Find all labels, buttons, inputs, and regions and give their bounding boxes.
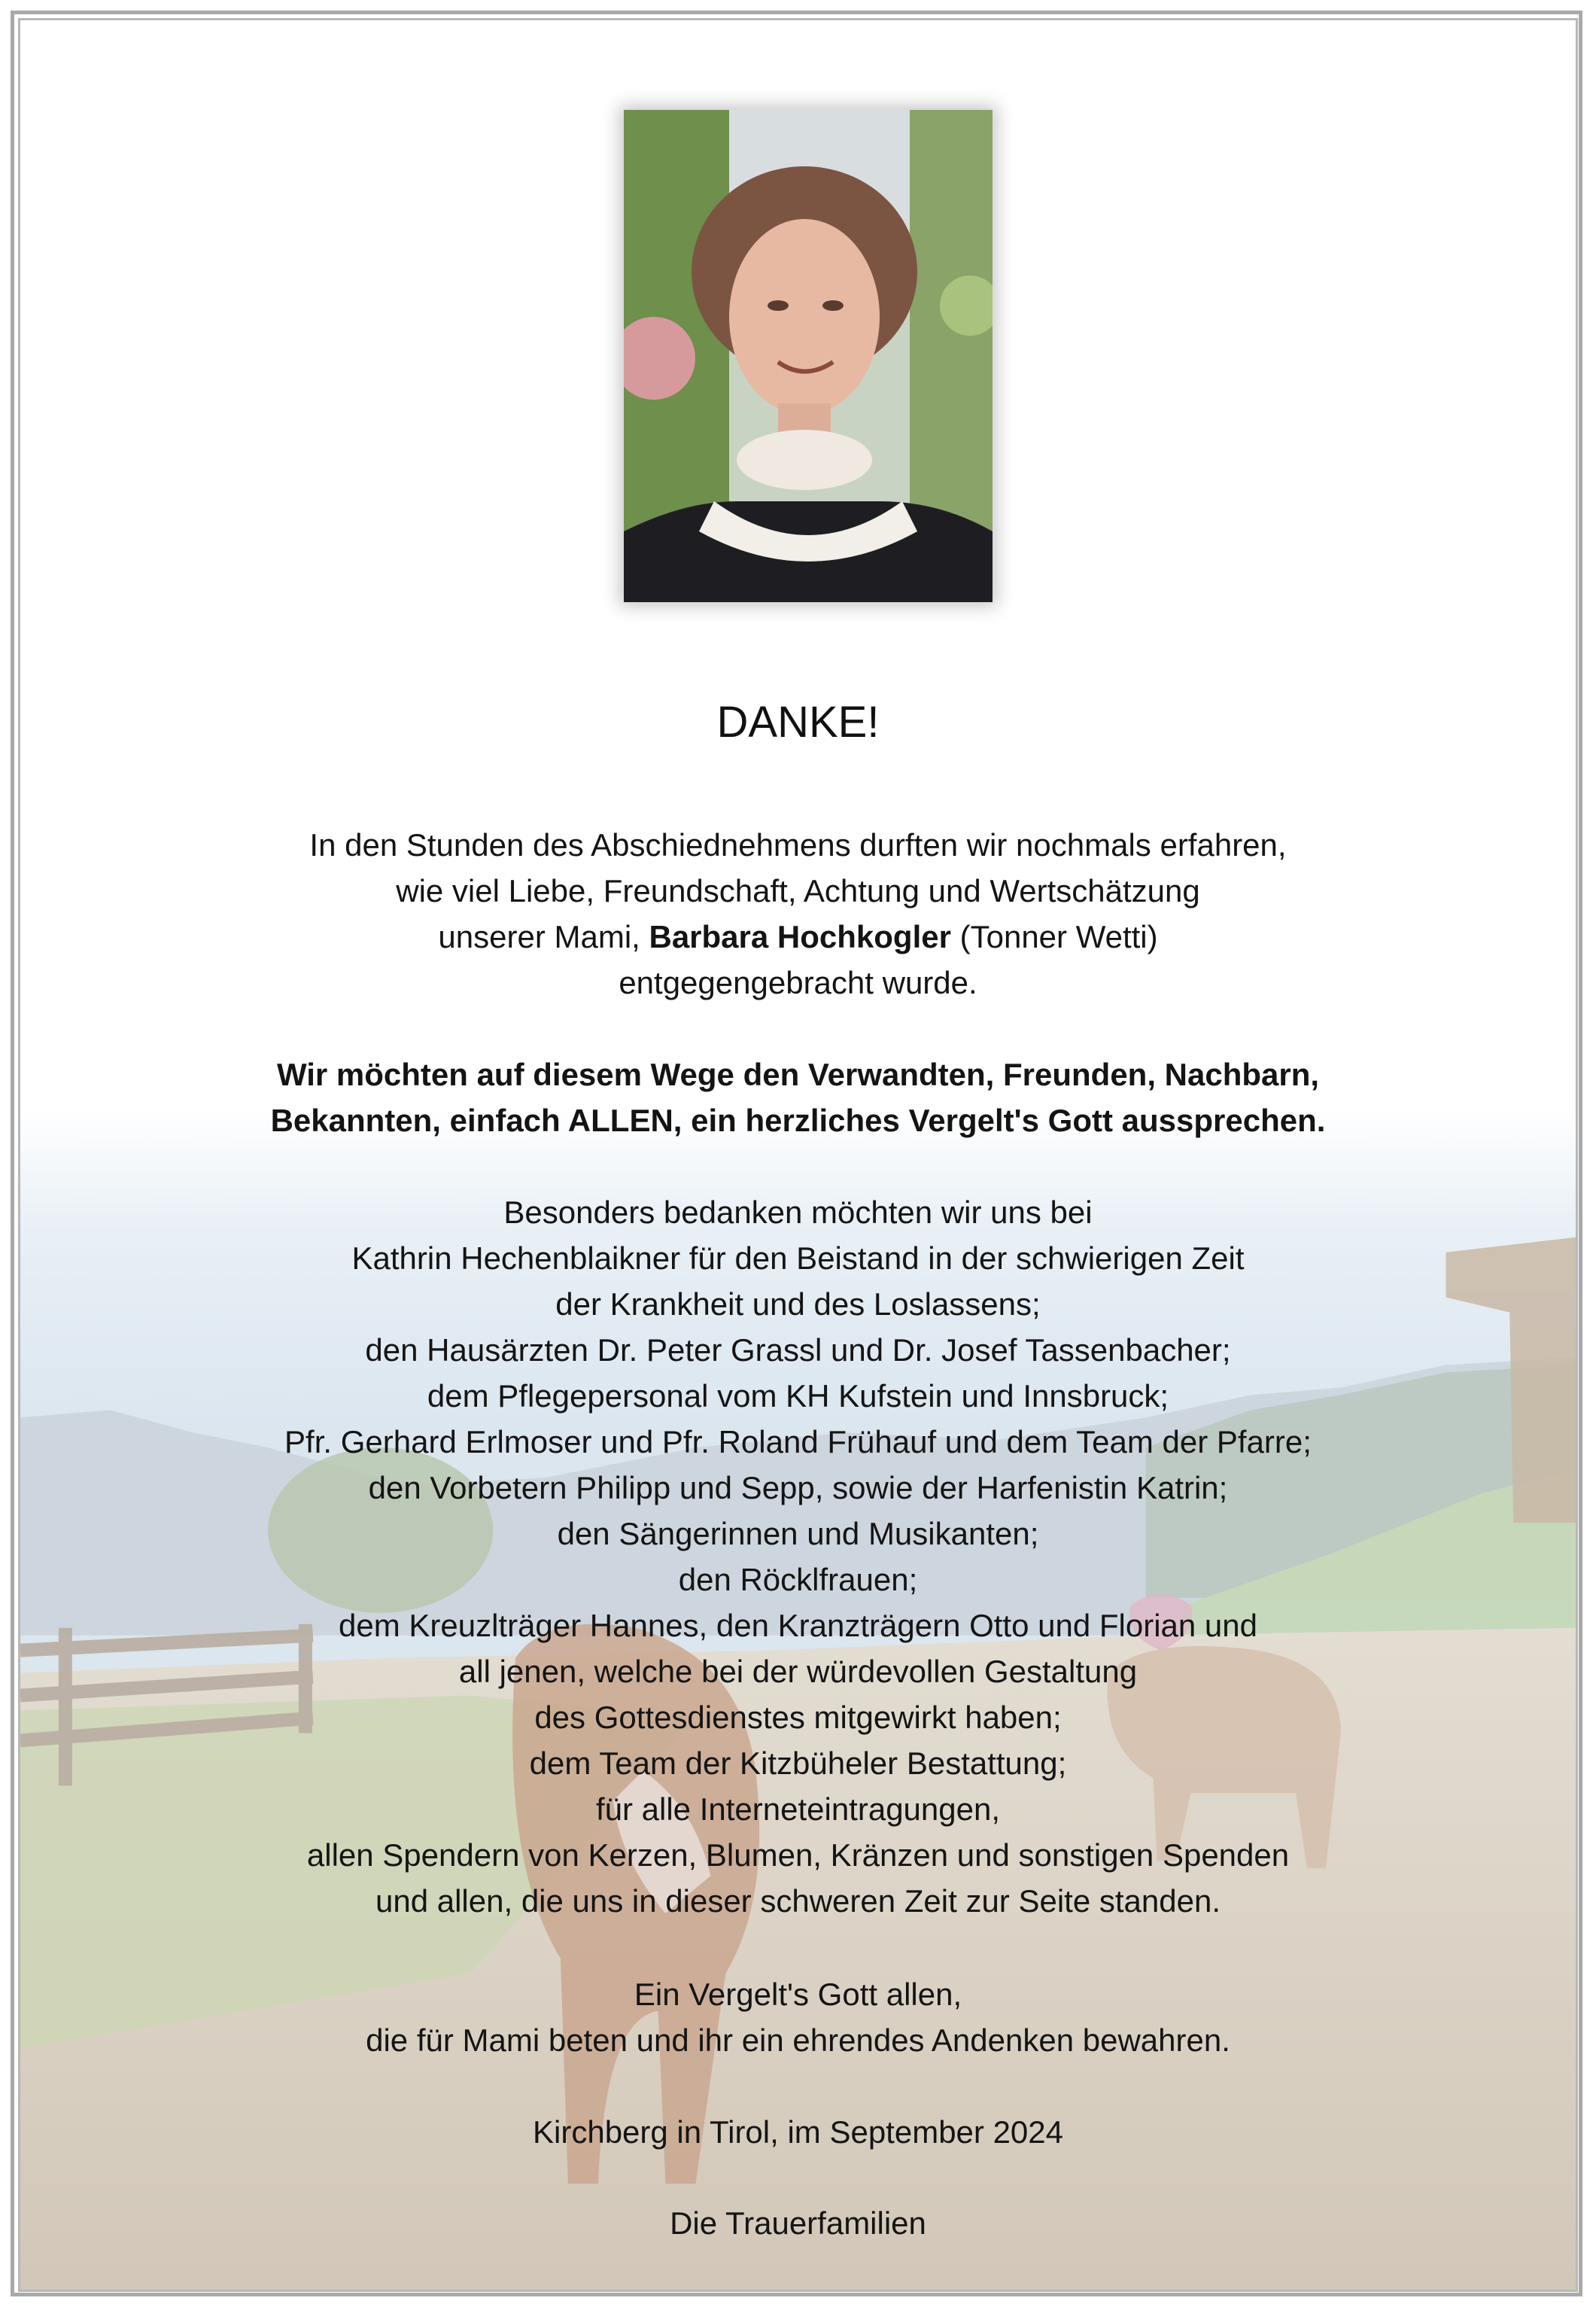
special-thanks-line: für alle Interneteintragungen, (595, 1791, 1001, 1827)
special-thanks-list (0, 1189, 1596, 1924)
special-thanks-line: all jenen, welche bei der würdevollen Gestaltung (458, 1654, 1138, 1689)
special-thanks-line: den Vorbetern Philipp und Sepp, sowie der Harfenistin Katrin; (368, 1470, 1228, 1505)
thanks-bold-paragraph (0, 1052, 1596, 1143)
special-thanks-line: des Gottesdienstes mitgewirkt haben; (534, 1700, 1062, 1735)
closing-line: Ein Vergelt's Gott allen, (634, 1977, 962, 2012)
heading-danke: DANKE! (716, 698, 880, 747)
closing-paragraph (0, 1971, 1596, 2063)
intro-line (0, 914, 1596, 960)
special-thanks-line: allen Spendern von Kerzen, Blumen, Kränzen und sonstigen Spenden (306, 1837, 1290, 1873)
signature: Die Trauerfamilien (670, 2205, 926, 2241)
special-thanks-line: den Hausärzten Dr. Peter Grassl und Dr. Josef Tassenbacher; (365, 1332, 1231, 1368)
portrait-photo (624, 110, 993, 602)
thanks-line: Bekannten, einfach ALLEN, ein herzliches Vergelt's Gott aussprechen. (270, 1103, 1326, 1138)
intro-line: In den Stunden des Abschiednehmens durften wir nochmals erfahren, (309, 827, 1287, 863)
deceased-name: Barbara Hochkogler (649, 919, 951, 954)
special-thanks-line: Pfr. Gerhard Erlmoser und Pfr. Roland Frühauf und dem Team der Pfarre; (284, 1424, 1312, 1459)
special-thanks-line: den Röcklfrauen; (678, 1562, 918, 1597)
place-date: Kirchberg in Tirol, im September 2024 (533, 2114, 1063, 2150)
special-thanks-line: dem Pflegepersonal vom KH Kufstein und Innsbruck; (427, 1378, 1169, 1414)
special-thanks-line: dem Team der Kitzbüheler Bestattung; (529, 1745, 1067, 1781)
special-thanks-line: dem Kreuzlträger Hannes, den Kranzträgern Otto und Florian und (338, 1608, 1257, 1643)
special-thanks-line: Besonders bedanken möchten wir uns bei (503, 1195, 1093, 1230)
intro-line: wie viel Liebe, Freundschaft, Achtung und Wertschätzung (396, 873, 1200, 908)
intro-line: entgegengebracht wurde. (619, 965, 977, 1000)
special-thanks-line: den Sängerinnen und Musikanten; (557, 1516, 1039, 1551)
intro-text: (Tonner Wetti) (950, 919, 1158, 954)
thanks-line: Wir möchten auf diesem Wege den Verwandten, Freunden, Nachbarn, (276, 1057, 1320, 1092)
intro-paragraph (0, 822, 1596, 1006)
special-thanks-line: und allen, die uns in dieser schweren Zeit zur Seite standen. (375, 1883, 1221, 1919)
intro-text: unserer Mami, (438, 919, 649, 954)
portrait-image (624, 110, 993, 602)
closing-line: die für Mami beten und ihr ein ehrendes Andenken bewahren. (366, 2022, 1230, 2058)
special-thanks-line: der Krankheit und des Loslassens; (555, 1286, 1041, 1322)
special-thanks-line: Kathrin Hechenblaikner für den Beistand in der schwierigen Zeit (351, 1240, 1245, 1276)
